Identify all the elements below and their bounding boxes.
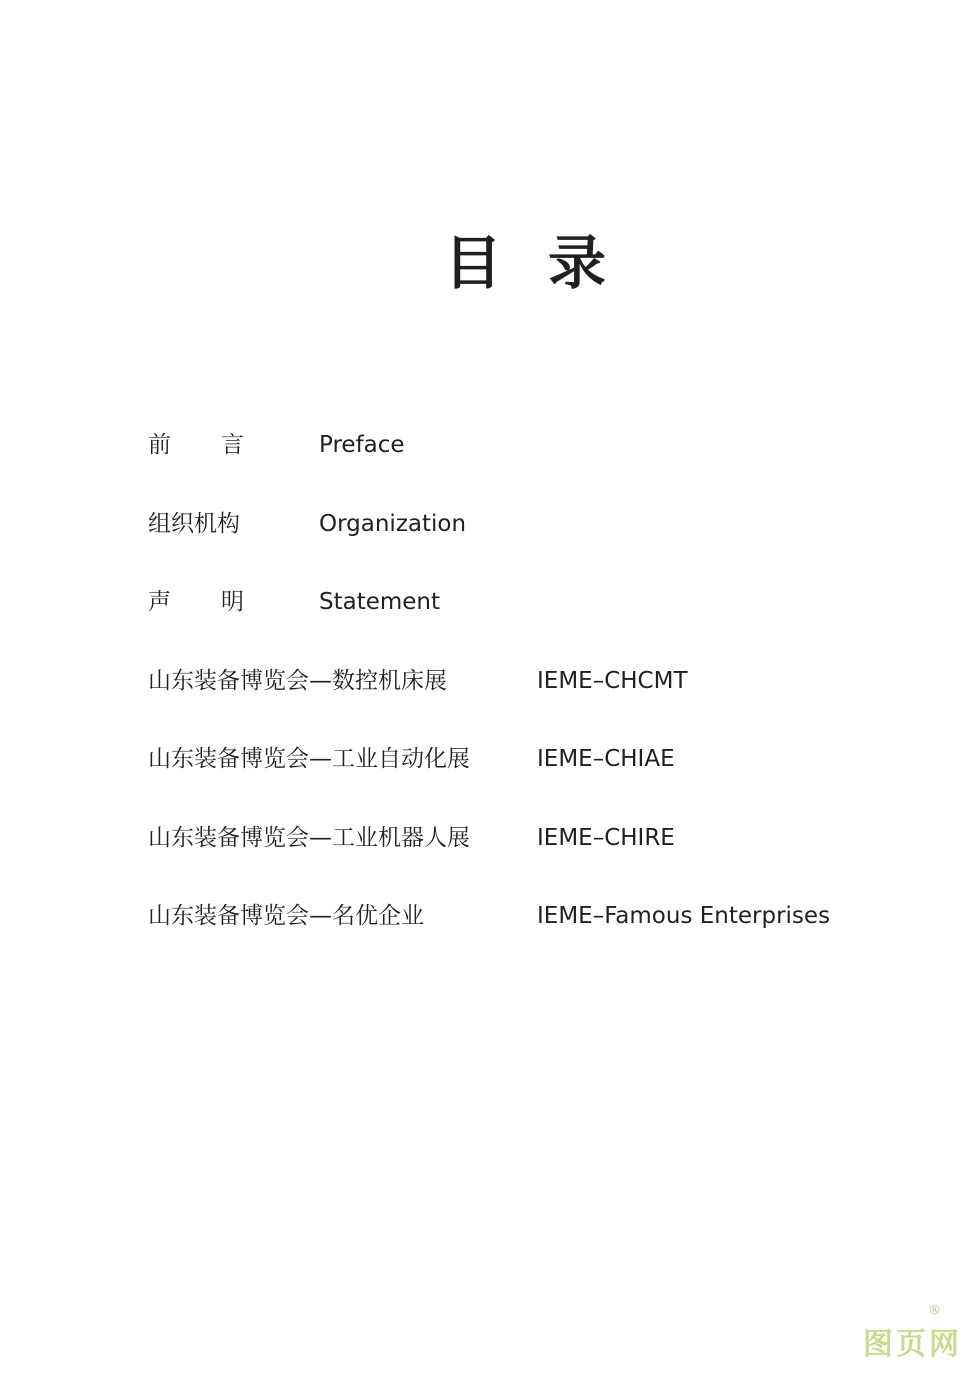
toc-cn-char: 言 bbox=[221, 432, 244, 458]
toc-entry-cn-label bbox=[148, 428, 244, 462]
title-char-2: 录 bbox=[548, 229, 607, 297]
toc-entry-en-label: IEME–CHIAE bbox=[537, 746, 675, 772]
registered-mark: ® bbox=[928, 1303, 944, 1318]
toc-entry-cn-label: 山东装备博览会—工业机器人展 bbox=[148, 825, 470, 851]
watermark-logo bbox=[863, 1303, 962, 1363]
toc-entry-en-label: Organization bbox=[319, 511, 467, 537]
toc-entry-en-label: IEME–Famous Enterprises bbox=[537, 903, 831, 929]
toc-entry-en-label: IEME–CHIRE bbox=[537, 825, 675, 851]
page-title bbox=[444, 228, 606, 298]
toc-cn-char: 明 bbox=[221, 589, 244, 615]
toc-entry-cn-label: 组织机构 bbox=[148, 511, 240, 537]
toc-entry-cn-label: 山东装备博览会—名优企业 bbox=[148, 903, 424, 929]
toc-entry-cn-label: 山东装备博览会—数控机床展 bbox=[148, 668, 447, 694]
toc-cn-char: 声 bbox=[148, 589, 171, 615]
watermark-text: 图页网 bbox=[863, 1327, 962, 1362]
title-char-1: 目 bbox=[444, 229, 503, 297]
toc-entry-cn-label bbox=[148, 585, 244, 619]
toc-entry-en-label: Preface bbox=[319, 432, 405, 458]
toc-entry-en-label: Statement bbox=[319, 589, 441, 615]
toc-entry-en-label: IEME–CHCMT bbox=[537, 668, 688, 694]
toc-cn-char: 前 bbox=[148, 432, 171, 458]
toc-entry-cn-label: 山东装备博览会—工业自动化展 bbox=[148, 746, 470, 772]
